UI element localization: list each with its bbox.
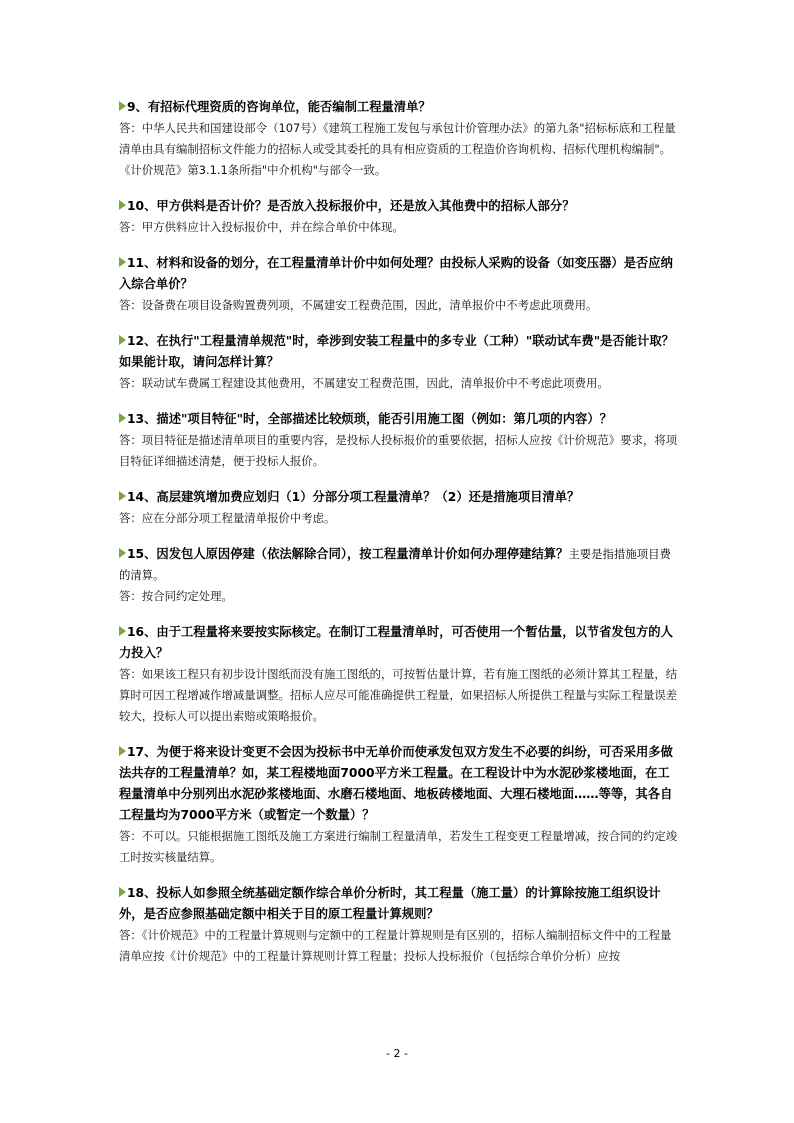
question: 17、为便于将来设计变更不会因为投标书中无单价而使承发包双方发生不必要的纠纷，可否采用多做法共存的工程量清单？如，某工程楼地面7000平方米工程量。在工程设计中为水泥砂浆楼地面，在工程量清单中分别列出水泥砂浆楼地面、水磨石楼地面、地板砖楼地面、大理石楼地面……等等，其各自工程量均为7000平方米（或暂定一个数量）？ [119, 745, 673, 822]
arrow-icon [119, 626, 126, 636]
answer: 答：如果该工程只有初步设计图纸而没有施工图纸的，可按暂估量计算，若有施工图纸的必须计算其工程量，结算时可因工程增减作增减量调整。招标人应尽可能准确提供工程量，如果招标人所提供工程量与实际工程量误差较大，投标人可以提出索赔或策略报价。 [119, 667, 678, 723]
qa-item-11 [119, 253, 679, 316]
answer: 答：不可以。只能根据施工图纸及施工方案进行编制工程量清单，若发生工程变更工程量增减，按合同的约定竣工时按实核量结算。 [119, 829, 678, 864]
arrow-icon [119, 548, 126, 558]
arrow-icon [119, 746, 126, 756]
question: 18、投标人如参照全统基础定额作综合单价分析时，其工程量（施工量）的计算除按施工组织设计外，是否应参照基础定额中相关于目的原工程量计算规则？ [119, 886, 661, 921]
qa-item-9 [119, 97, 679, 181]
answer: 答：设备费在项目设备购置费列项，不属建安工程费范围，因此，清单报价中不考虑此项费用。 [119, 298, 598, 312]
arrow-icon [119, 887, 126, 897]
answer: 答：《计价规范》中的工程量计算规则与定额中的工程量计算规则是有区别的，招标人编制招标文件中的工程量清单应按《计价规范》中的工程量计算规则计算工程量；投标人投标报价（包括综合单价分析）应按 [119, 928, 672, 963]
question: 13、描述"项目特征"时，全部描述比较烦琐，能否引用施工图（例如：第几项的内容）？ [119, 409, 679, 430]
question: 9、有招标代理资质的咨询单位，能否编制工程量清单？ [119, 97, 679, 118]
arrow-icon [119, 257, 126, 267]
answer: 答：按合同约定处理。 [119, 589, 233, 603]
answer: 答：应在分部分项工程量清单报价中考虑。 [119, 511, 336, 525]
arrow-icon [119, 335, 126, 345]
page-number: - 2 - [386, 1047, 408, 1060]
question: 12、在执行"工程量清单规范"时，牵涉到安装工程量中的多专业（工种）"联动试车费"是否能计取？如果能计取，请问怎样计算？ [119, 334, 674, 369]
qa-item-16 [119, 622, 679, 727]
answer: 答：项目特征是描述清单项目的重要内容，是投标人投标报价的重要依据，招标人应按《计价规范》要求，将项目特征详细描述清楚，便于投标人报价。 [119, 433, 678, 468]
arrow-icon [119, 413, 126, 423]
qa-item-14 [119, 487, 679, 529]
question: 14、高层建筑增加费应划归（1）分部分项工程量清单？（2）还是措施项目清单？ [119, 487, 679, 508]
qa-item-10 [119, 196, 679, 238]
answer: 答：甲方供料应计入投标报价中，并在综合单价中体现。 [119, 220, 404, 234]
question: 15、因发包人原因停建（依法解除合同），按工程量清单计价如何办理停建结算？主要是指措施项目费的清算。 [119, 547, 671, 582]
answer: 答：中华人民共和国建设部令（107号）《建筑工程施工发包与承包计价管理办法》的第九条"招标标底和工程量清单由具有编制招标文件能力的招标人或受其委托的具有相应资质的工程造价咨询机构、招标代理机构编制"。《计价规范》第3.1.1条所指"中介机构"与部令一致。 [119, 121, 676, 177]
question-suffix: 主要是指措施项目费的清算。 [119, 547, 671, 582]
arrow-icon [119, 101, 126, 111]
answer: 答：联动试车费属工程建设其他费用，不属建安工程费范围，因此，清单报价中不考虑此项费用。 [119, 376, 609, 390]
arrow-icon [119, 200, 126, 210]
qa-item-13 [119, 409, 679, 472]
question: 11、材料和设备的划分，在工程量清单计价中如何处理？由投标人采购的设备（如变压器）是否应纳入综合单价？ [119, 256, 673, 291]
qa-item-15 [119, 544, 679, 607]
qa-content [119, 97, 679, 982]
question: 10、甲方供料是否计价？是否放入投标报价中，还是放入其他费中的招标人部分？ [119, 196, 679, 217]
arrow-icon [119, 491, 126, 501]
qa-item-12 [119, 331, 679, 394]
qa-item-17 [119, 742, 679, 868]
question: 16、由于工程量将来要按实际核定。在制订工程量清单时，可否使用一个暂估量，以节省发包方的人力投入？ [119, 625, 673, 660]
qa-item-18 [119, 883, 679, 967]
